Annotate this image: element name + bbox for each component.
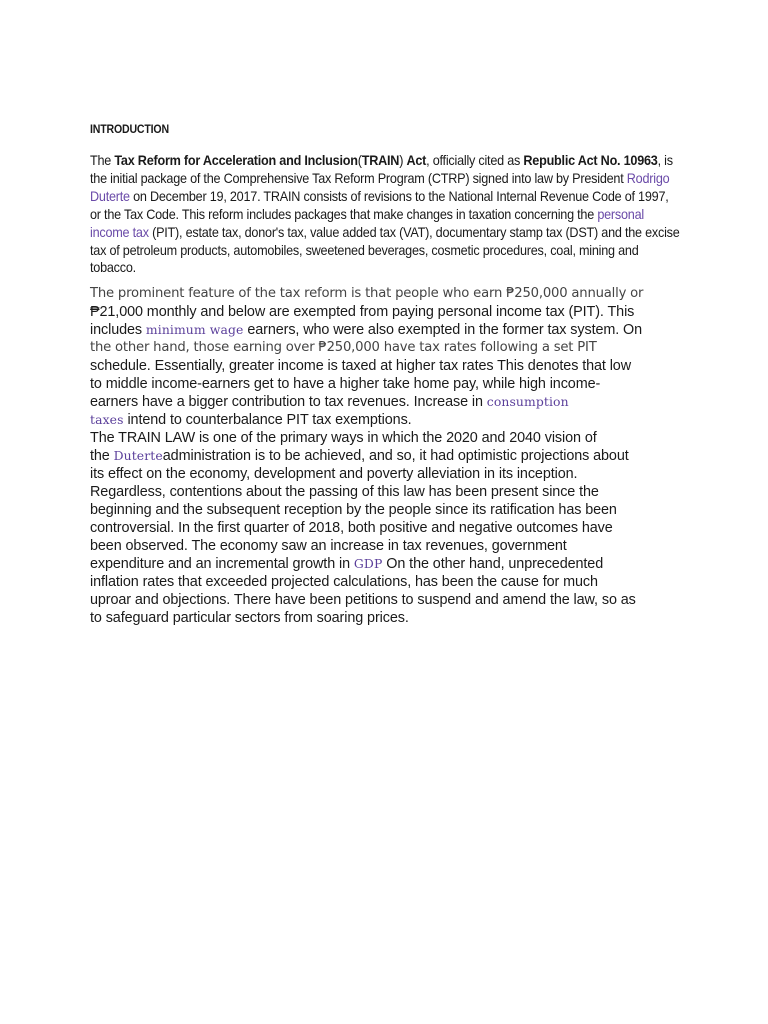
text-line: inflation rates that exceeded projected calculations, has been the cause for much (90, 574, 598, 591)
link-duterte[interactable]: Duterte (113, 448, 163, 464)
text-run: ( (357, 153, 362, 168)
text-line: Regardless, contentions about the passing of this law has been present since the (90, 484, 599, 501)
link-minimum-wage[interactable]: minimum wage (145, 322, 244, 338)
text-line (90, 447, 680, 465)
text-line (90, 393, 680, 411)
text-line: the other hand, those earning over ₱250,000 have tax rates following a set PIT (90, 340, 597, 356)
text-run: the (90, 448, 114, 465)
text-run: administration is to be achieved, and so, it had optimistic projections about (162, 448, 629, 465)
text-line: beginning and the subsequent reception by the people since its ratification has been (90, 502, 617, 519)
text-run: earners have a bigger contribution to tax revenues. Increase in (90, 394, 487, 411)
text-line: its effect on the economy, development and poverty alleviation in its inception. (90, 466, 578, 483)
bold-term-train-title: Tax Reform for Acceleration and Inclusion (114, 153, 358, 168)
text-run: On the other hand, unprecedented (382, 556, 604, 573)
text-line: uproar and objections. There have been petitions to suspend and amend the law, so as (90, 592, 636, 609)
text-line: The TRAIN LAW is one of the primary ways in which the 2020 and 2040 vision of (90, 430, 597, 447)
text-line (90, 555, 680, 573)
document-page (90, 122, 680, 627)
text-run: , officially cited as (426, 153, 524, 168)
link-gdp[interactable]: GDP (353, 556, 383, 572)
text-line: to safeguard particular sectors from soaring prices. (90, 610, 409, 627)
section-heading: INTRODUCTION (90, 124, 169, 136)
text-line: schedule. Essentially, greater income is taxed at higher tax rates This denotes that low (90, 358, 632, 375)
text-run: intend to counterbalance PIT tax exemptions. (123, 412, 412, 429)
link-taxes[interactable]: taxes (90, 412, 124, 428)
bold-term-train: TRAIN (361, 153, 400, 168)
link-rodrigo-duterte[interactable]: Rodrigo Duterte (90, 170, 670, 204)
link-personal-income-tax[interactable]: personal income tax (90, 206, 644, 240)
bold-term-republic-act: Republic Act No. 10963 (523, 153, 658, 168)
text-run: ) (399, 153, 407, 168)
text-run: (PIT), estate tax, donor's tax, value added tax (VAT), documentary stamp tax (DST) and the excise tax of petroleum products, automobiles, sweetened beverages, cosmetic procedures, coal, mining and tobacco. (90, 224, 680, 276)
text-line (90, 411, 680, 429)
text-run: expenditure and an incremental growth in (90, 556, 354, 573)
text-line: to middle income-earners get to have a higher take home pay, while high income- (90, 376, 601, 393)
text-run: includes (90, 322, 146, 339)
text-line (90, 321, 680, 339)
bold-term-act: Act (406, 153, 427, 168)
text-line: been observed. The economy saw an increase in tax revenues, government (90, 538, 567, 555)
text-line: The prominent feature of the tax reform is that people who earn ₱250,000 annually or (90, 286, 644, 302)
link-consumption[interactable]: consumption (486, 394, 569, 410)
text-run: The (90, 153, 115, 168)
text-line: controversial. In the first quarter of 2018, both positive and negative outcomes have (90, 520, 613, 537)
text-run: earners, who were also exempted in the former tax system. On (243, 322, 643, 339)
body-paragraph (90, 285, 680, 627)
text-run: , is the initial package of the Comprehensive Tax Reform Program (CTRP) signed into law by President (90, 153, 673, 186)
intro-paragraph (90, 152, 680, 277)
text-run: on December 19, 2017. TRAIN consists of revisions to the National Internal Revenue Code of 1997, or the Tax Code. This reform includes packages that make changes in taxation concerning the (90, 188, 669, 222)
text-line: ₱21,000 monthly and below are exempted from paying personal income tax (PIT). This (90, 304, 635, 321)
